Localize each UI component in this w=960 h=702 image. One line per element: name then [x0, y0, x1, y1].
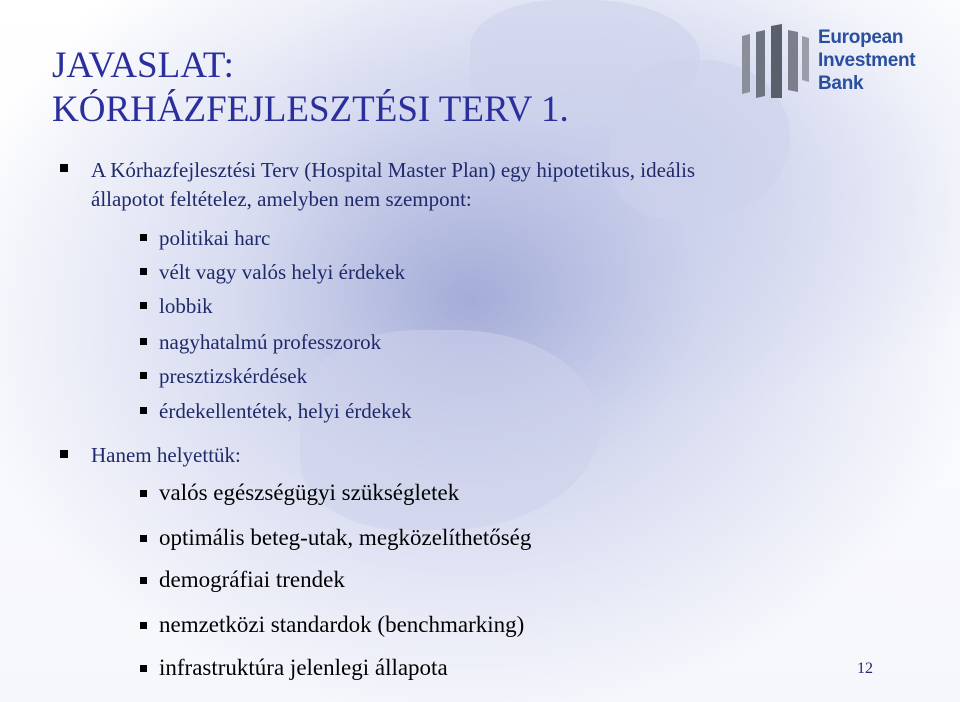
not-considered-item: lobbik	[159, 294, 213, 318]
instead-item: optimális beteg-utak, megközelíthetőség	[159, 525, 532, 550]
bullet-square	[140, 665, 147, 672]
not-considered-item: presztizskérdések	[159, 364, 308, 388]
bullet-square	[140, 302, 147, 309]
instead-item: infrastruktúra jelenlegi állapota	[159, 655, 448, 680]
page-number: 12	[857, 660, 873, 677]
title-line2: KÓRHÁZFEJLESZTÉSI TERV 1.	[52, 89, 569, 130]
instead-item: nemzetközi standardok (benchmarking)	[159, 612, 525, 637]
intro-line1: A Kórhazfejlesztési Terv (Hospital Master Plan) egy hipotetikus, ideális	[91, 158, 696, 182]
logo-line2: Investment	[818, 50, 916, 71]
logo-line1: European	[818, 27, 904, 48]
not-considered-item: vélt vagy valós helyi érdekek	[159, 260, 406, 284]
bullet-square	[140, 338, 147, 345]
bullet-square	[140, 490, 147, 497]
bullet-square	[140, 535, 147, 542]
eib-logo-icon	[738, 22, 812, 98]
bullet-square	[140, 622, 147, 629]
not-considered-item: nagyhatalmú professzorok	[159, 330, 382, 354]
instead-item: demográfiai trendek	[159, 567, 345, 592]
title-line1: JAVASLAT:	[52, 45, 234, 86]
eib-logo-text	[818, 26, 915, 95]
bullet-square	[60, 164, 68, 172]
instead-item: valós egészségügyi szükségletek	[159, 480, 460, 505]
eib-logo	[738, 22, 948, 102]
bullet-square	[60, 450, 68, 458]
instead-heading: Hanem helyettük:	[91, 443, 241, 467]
logo-line3: Bank	[818, 73, 864, 94]
slide-title	[52, 44, 569, 132]
intro-line2: állapotot feltételez, amelyben nem szempont:	[91, 187, 472, 211]
bullet-square	[140, 234, 147, 241]
not-considered-item: politikai harc	[159, 226, 271, 250]
bullet-square	[140, 407, 147, 414]
bullet-square	[140, 372, 147, 379]
not-considered-item: érdekellentétek, helyi érdekek	[159, 399, 412, 423]
bullet-square	[140, 268, 147, 275]
bullet-square	[140, 577, 147, 584]
